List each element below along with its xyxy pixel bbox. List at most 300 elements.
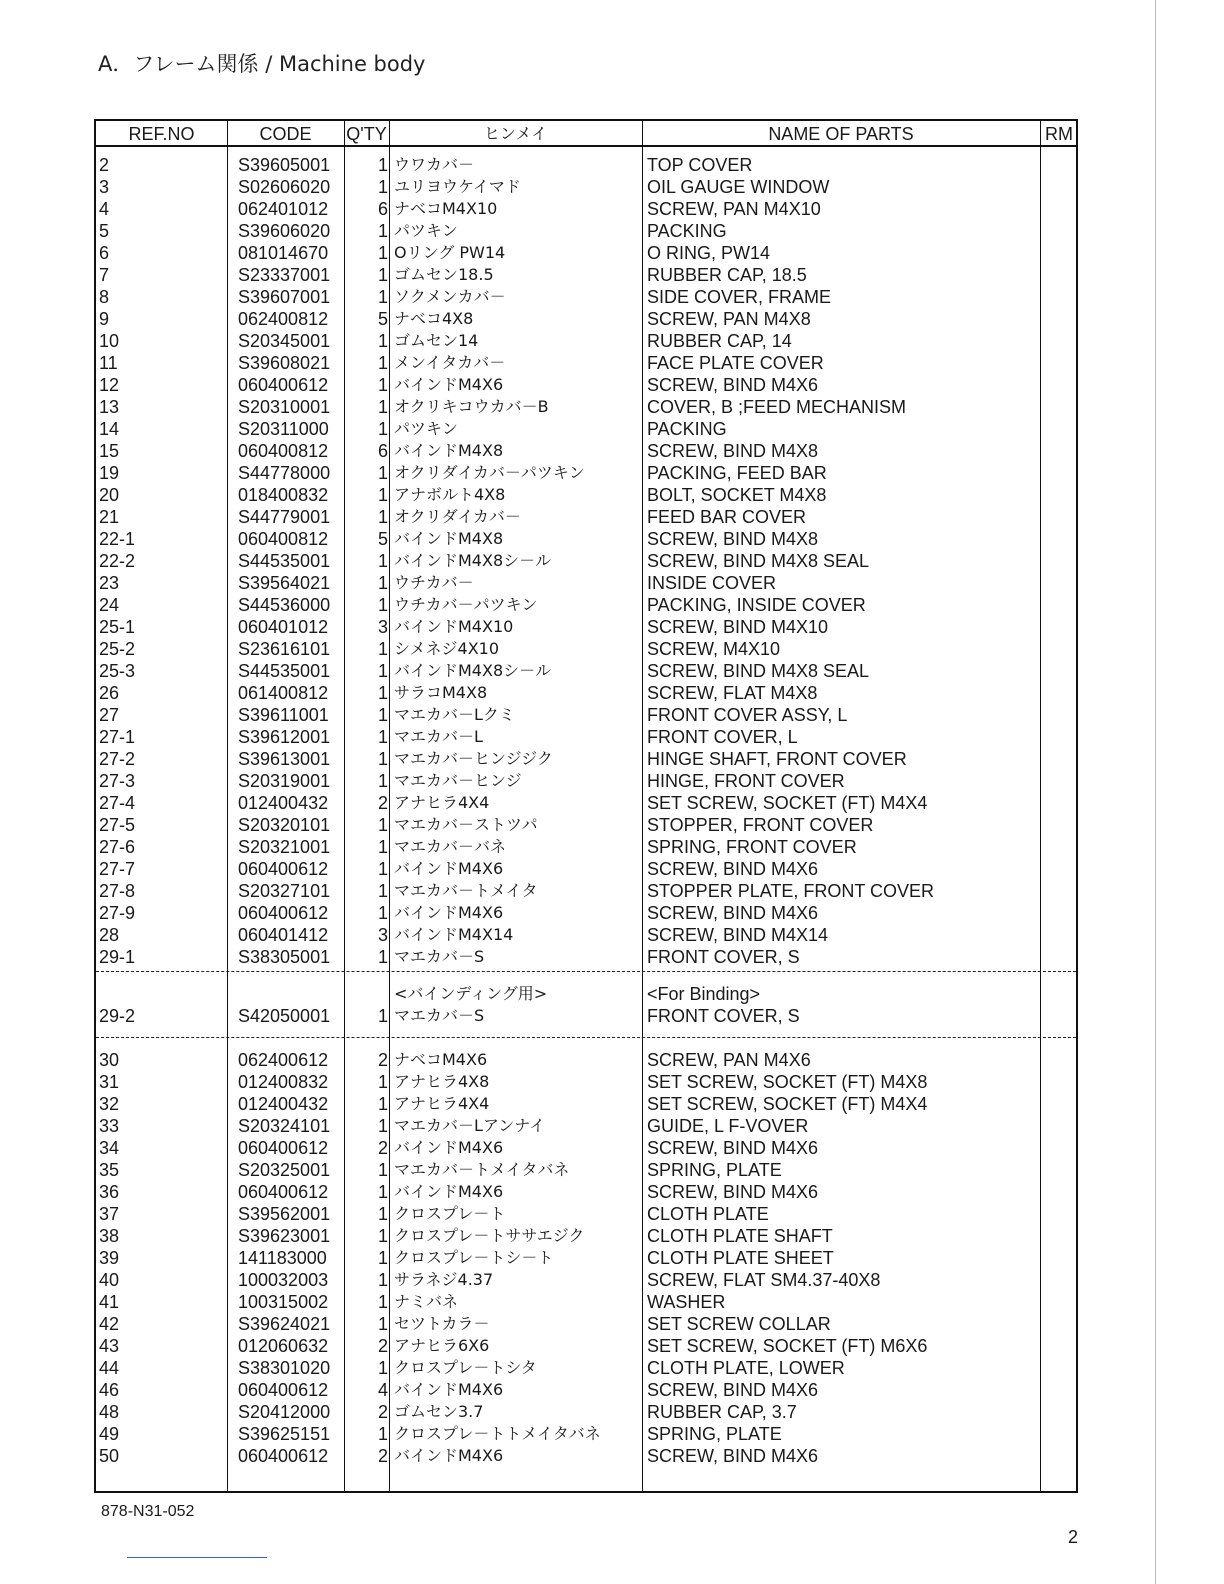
part-code: S39606020	[238, 221, 331, 241]
kana-name: マエカバ－トメイタバネ	[394, 1160, 570, 1179]
quantity: 1	[377, 1226, 388, 1246]
ref-no: 19	[99, 463, 120, 483]
part-name: SET SCREW, SOCKET (FT) M6X6	[647, 1336, 928, 1356]
quantity: 1	[377, 155, 388, 175]
ref-no: 36	[99, 1182, 120, 1202]
quantity: 1	[377, 815, 388, 835]
page-title: A．フレーム関係 / Machine body	[98, 52, 426, 76]
page-edge-rule	[1155, 0, 1156, 1584]
part-name: SCREW, BIND M4X8	[647, 529, 819, 549]
ref-no: 33	[99, 1116, 120, 1136]
table-row	[96, 330, 1076, 352]
quantity: 1	[377, 661, 388, 681]
table-row	[96, 704, 1076, 726]
kana-name: パツキン	[394, 419, 458, 438]
ref-no: 29-1	[99, 947, 136, 967]
kana-name: ウチカバ－パツキン	[394, 595, 538, 614]
part-code: S39564021	[238, 573, 331, 593]
table-row	[96, 1049, 1076, 1071]
part-name: SET SCREW, SOCKET (FT) M4X8	[647, 1072, 928, 1092]
part-name: CLOTH PLATE, LOWER	[647, 1358, 845, 1378]
part-name: SCREW, PAN M4X6	[647, 1050, 811, 1070]
kana-name: バインドM4X6	[394, 1446, 504, 1465]
ref-no: 25-3	[99, 661, 136, 681]
header-qty: Q'TY	[346, 124, 387, 144]
document-number: 878-N31-052	[101, 1503, 195, 1520]
part-name: SCREW, BIND M4X6	[647, 859, 819, 879]
kana-name: クロスプレ－トトメイタバネ	[394, 1424, 601, 1443]
ref-no: 35	[99, 1160, 120, 1180]
part-name: SCREW, FLAT SM4.37-40X8	[647, 1270, 881, 1290]
part-code: S20310001	[238, 397, 331, 417]
quantity: 1	[377, 1006, 388, 1026]
part-code: 060400612	[238, 1182, 329, 1202]
ref-no: 10	[99, 331, 120, 351]
ref-no: 40	[99, 1270, 120, 1290]
table-row	[96, 814, 1076, 836]
part-code: S02606020	[238, 177, 331, 197]
quantity: 1	[377, 1314, 388, 1334]
part-code: 012400432	[238, 793, 329, 813]
part-code: S39625151	[238, 1424, 331, 1444]
part-code: S23337001	[238, 265, 331, 285]
kana-name: マエカバ－トメイタ	[394, 881, 538, 900]
kana-name: オクリキコウカバ－B	[394, 397, 549, 416]
quantity: 1	[377, 1292, 388, 1312]
table-row	[96, 352, 1076, 374]
table-row	[96, 1181, 1076, 1203]
kana-name: マエカバ－ヒンジ	[394, 771, 522, 790]
part-name: SCREW, BIND M4X6	[647, 1138, 819, 1158]
kana-name: アナヒラ4X4	[394, 793, 490, 812]
kana-name: クロスプレ－トササエジク	[394, 1226, 585, 1245]
table-row	[96, 176, 1076, 198]
parts-table	[94, 119, 1078, 1493]
kana-name: ウワカバ－	[394, 155, 475, 174]
table-row	[96, 528, 1076, 550]
quantity: 1	[377, 1358, 388, 1378]
quantity: 4	[377, 1380, 388, 1400]
table-row	[96, 572, 1076, 594]
ref-no: 12	[99, 375, 120, 395]
ref-no: 32	[99, 1094, 120, 1114]
quantity: 6	[377, 199, 388, 219]
ref-no: 24	[99, 595, 120, 615]
kana-name: アナボルト4X8	[394, 485, 506, 504]
part-code: 061400812	[238, 683, 329, 703]
table-row	[96, 594, 1076, 616]
part-name: O RING, PW14	[647, 243, 771, 263]
quantity: 1	[377, 551, 388, 571]
kana-name: マエカバ－バネ	[394, 837, 507, 856]
part-code: 141183000	[238, 1248, 327, 1268]
part-code: S39605001	[238, 155, 331, 175]
ref-no: 39	[99, 1248, 120, 1268]
part-code: 060400612	[238, 859, 329, 879]
table-row	[96, 836, 1076, 858]
part-name: OIL GAUGE WINDOW	[647, 177, 830, 197]
table-row	[96, 880, 1076, 902]
part-code: S39623001	[238, 1226, 331, 1246]
table-row	[96, 1115, 1076, 1137]
quantity: 1	[377, 903, 388, 923]
part-name: PACKING, FEED BAR	[647, 463, 827, 483]
quantity: 1	[377, 1094, 388, 1114]
ref-no: 42	[99, 1314, 120, 1334]
ref-no: 31	[99, 1072, 120, 1092]
kana-name: バインドM4X6	[394, 375, 504, 394]
kana-name: マエカバ－ストツパ	[394, 815, 538, 834]
part-code: S42050001	[238, 1006, 331, 1026]
ref-no: 28	[99, 925, 120, 945]
part-name: SCREW, BIND M4X14	[647, 925, 829, 945]
part-code: S44779001	[238, 507, 331, 527]
part-code: S20325001	[238, 1160, 331, 1180]
quantity: 1	[377, 881, 388, 901]
part-code: 060400812	[238, 441, 329, 461]
ref-no: 27-9	[99, 903, 136, 923]
kana-name: アナヒラ4X4	[394, 1094, 490, 1113]
ref-no: 27-8	[99, 881, 136, 901]
ref-no: 6	[99, 243, 110, 263]
table-row	[96, 792, 1076, 814]
header-name-of-parts: NAME OF PARTS	[768, 124, 914, 144]
quantity: 1	[377, 749, 388, 769]
header-ref-no: REF.NO	[128, 124, 195, 144]
table-row	[96, 264, 1076, 286]
ref-no: 30	[99, 1050, 120, 1070]
kana-name: メンイタカバ－	[394, 353, 506, 372]
kana-name: サラネジ4.37	[394, 1270, 494, 1289]
ref-no: 27-1	[99, 727, 136, 747]
part-name: SCREW, PAN M4X10	[647, 199, 821, 219]
kana-name: バインドM4X14	[394, 925, 514, 944]
part-code: S20321001	[238, 837, 331, 857]
part-code: 060400612	[238, 1446, 329, 1466]
table-row	[96, 946, 1076, 968]
page-number: 2	[1068, 1527, 1079, 1547]
ref-no: 21	[99, 507, 120, 527]
part-name: HINGE, FRONT COVER	[647, 771, 845, 791]
part-code: S39562001	[238, 1204, 331, 1224]
kana-name: バインドM4X8	[394, 529, 504, 548]
ref-no: 29-2	[99, 1006, 136, 1026]
part-code: 062400612	[238, 1050, 329, 1070]
table-row	[96, 770, 1076, 792]
ref-no: 27-5	[99, 815, 136, 835]
part-name: STOPPER, FRONT COVER	[647, 815, 874, 835]
ref-no: 27-3	[99, 771, 136, 791]
kana-name: Oリング PW14	[394, 243, 506, 262]
table-row	[96, 924, 1076, 946]
ref-no: 25-2	[99, 639, 136, 659]
part-name: SCREW, BIND M4X8	[647, 441, 819, 461]
ref-no: 26	[99, 683, 120, 703]
ref-no: 22-2	[99, 551, 136, 571]
kana-name: ウチカバ－	[394, 573, 474, 592]
part-name: TOP COVER	[647, 155, 753, 175]
part-name: SCREW, M4X10	[647, 639, 781, 659]
part-code: S38301020	[238, 1358, 331, 1378]
quantity: 2	[377, 1138, 388, 1158]
part-code: 060400812	[238, 529, 329, 549]
quantity: 2	[377, 1402, 388, 1422]
quantity: 1	[377, 243, 388, 263]
quantity: 1	[377, 375, 388, 395]
part-name: SCREW, PAN M4X8	[647, 309, 811, 329]
ref-no: 46	[99, 1380, 120, 1400]
quantity: 1	[377, 1248, 388, 1268]
quantity: 1	[377, 265, 388, 285]
kana-name: バインドM4X6	[394, 1182, 504, 1201]
kana-name: バインドM4X6	[394, 1380, 504, 1399]
ref-no: 15	[99, 441, 120, 461]
table-row	[96, 1313, 1076, 1335]
ref-no: 37	[99, 1204, 120, 1224]
part-name: FRONT COVER, L	[647, 727, 798, 747]
table-row	[96, 308, 1076, 330]
quantity: 1	[377, 221, 388, 241]
part-name: HINGE SHAFT, FRONT COVER	[647, 749, 907, 769]
kana-name: アナヒラ4X8	[394, 1072, 490, 1091]
kana-name: バインドM4X8シ－ル	[394, 661, 552, 680]
ref-no: 7	[99, 265, 110, 285]
table-row	[96, 1357, 1076, 1379]
ref-no: 5	[99, 221, 110, 241]
kana-name: マエカバ－Lクミ	[394, 705, 515, 724]
kana-name: バインドM4X10	[394, 617, 514, 636]
part-code: S39608021	[238, 353, 331, 373]
table-row	[96, 462, 1076, 484]
quantity: 1	[377, 1160, 388, 1180]
part-code: 062401012	[238, 199, 329, 219]
table-row	[96, 550, 1076, 572]
part-name: PACKING, INSIDE COVER	[647, 595, 866, 615]
ref-no: 43	[99, 1336, 120, 1356]
ref-no: 14	[99, 419, 120, 439]
kana-name: バインドM4X8シ－ル	[394, 551, 552, 570]
table-row	[96, 1379, 1076, 1401]
section-divider	[96, 971, 1076, 972]
binding-name-heading: <For Binding>	[647, 984, 761, 1004]
kana-name: ゴムセン14	[394, 331, 479, 350]
ref-no: 27-2	[99, 749, 136, 769]
table-row	[96, 1401, 1076, 1423]
part-name: SCREW, BIND M4X8 SEAL	[647, 661, 870, 681]
ref-no: 27-6	[99, 837, 136, 857]
ref-no: 34	[99, 1138, 120, 1158]
part-code: 060400612	[238, 903, 329, 923]
part-code: 100032003	[238, 1270, 329, 1290]
kana-name: ナミバネ	[394, 1292, 459, 1311]
ref-no: 2	[99, 155, 110, 175]
part-name: RUBBER CAP, 14	[647, 331, 792, 351]
part-code: S20412000	[238, 1402, 331, 1422]
quantity: 5	[377, 309, 388, 329]
kana-name: ナベコ4X8	[394, 309, 474, 328]
quantity: 3	[377, 925, 388, 945]
quantity: 1	[377, 1072, 388, 1092]
kana-name: バインドM4X6	[394, 1138, 504, 1157]
quantity: 5	[377, 529, 388, 549]
quantity: 1	[377, 1424, 388, 1444]
part-code: S39613001	[238, 749, 331, 769]
part-code: 060400612	[238, 1138, 329, 1158]
quantity: 1	[377, 595, 388, 615]
table-row	[96, 242, 1076, 264]
quantity: 1	[377, 331, 388, 351]
part-code: 012400432	[238, 1094, 329, 1114]
part-name: SET SCREW, SOCKET (FT) M4X4	[647, 793, 928, 813]
part-name: SIDE COVER, FRAME	[647, 287, 832, 307]
quantity: 3	[377, 617, 388, 637]
quantity: 1	[377, 573, 388, 593]
part-name: FEED BAR COVER	[647, 507, 807, 527]
part-name: SCREW, BIND M4X6	[647, 1182, 819, 1202]
table-row	[96, 1335, 1076, 1357]
part-code: 060401412	[238, 925, 329, 945]
table-row	[96, 1269, 1076, 1291]
part-code: S38305001	[238, 947, 331, 967]
footer-rule	[127, 1557, 267, 1558]
part-name: SET SCREW, SOCKET (FT) M4X4	[647, 1094, 928, 1114]
part-name: PACKING	[647, 221, 727, 241]
table-row	[96, 1291, 1076, 1313]
quantity: 2	[377, 793, 388, 813]
part-name: CLOTH PLATE SHAFT	[647, 1226, 833, 1246]
section-divider	[96, 1037, 1076, 1038]
table-row	[96, 484, 1076, 506]
part-name: INSIDE COVER	[647, 573, 777, 593]
ref-no: 44	[99, 1358, 120, 1378]
ref-no: 25-1	[99, 617, 136, 637]
ref-no: 11	[99, 353, 118, 373]
table-row	[96, 220, 1076, 242]
part-code: 060400612	[238, 375, 329, 395]
quantity: 1	[377, 397, 388, 417]
table-row	[96, 1071, 1076, 1093]
part-code: 062400812	[238, 309, 329, 329]
header-kana-name: ヒンメイ	[483, 124, 548, 143]
part-name: CLOTH PLATE SHEET	[647, 1248, 834, 1268]
header-code: CODE	[259, 124, 312, 144]
table-row	[96, 616, 1076, 638]
part-code: S44536000	[238, 595, 331, 615]
kana-name: シメネジ4X10	[394, 639, 500, 658]
kana-name: ゴムセン18.5	[394, 265, 494, 284]
part-name: FRONT COVER ASSY, L	[647, 705, 848, 725]
part-name: SCREW, BIND M4X6	[647, 903, 819, 923]
quantity: 1	[377, 771, 388, 791]
ref-no: 22-1	[99, 529, 136, 549]
table-row	[96, 1225, 1076, 1247]
table-row	[96, 1203, 1076, 1225]
quantity: 1	[377, 639, 388, 659]
quantity: 1	[377, 1204, 388, 1224]
table-row	[96, 418, 1076, 440]
ref-no: 41	[99, 1292, 120, 1312]
ref-no: 9	[99, 309, 110, 329]
table-row	[96, 506, 1076, 528]
part-name: SPRING, FRONT COVER	[647, 837, 857, 857]
part-name: SCREW, FLAT M4X8	[647, 683, 818, 703]
quantity: 1	[377, 177, 388, 197]
part-name: SCREW, BIND M4X8 SEAL	[647, 551, 870, 571]
table-row	[96, 638, 1076, 660]
kana-name: マエカバ－L	[394, 727, 483, 746]
quantity: 1	[377, 419, 388, 439]
part-code: S39611001	[238, 705, 329, 725]
ref-no: 4	[99, 199, 110, 219]
ref-no: 23	[99, 573, 120, 593]
part-code: 100315002	[238, 1292, 329, 1312]
kana-name: クロスプレ－トシ－ト	[394, 1248, 554, 1267]
part-code: S20319001	[238, 771, 331, 791]
part-name: FACE PLATE COVER	[647, 353, 824, 373]
part-name: SCREW, BIND M4X6	[647, 375, 819, 395]
part-code: 060401012	[238, 617, 329, 637]
quantity: 1	[377, 507, 388, 527]
part-name: COVER, B ;FEED MECHANISM	[647, 397, 907, 417]
quantity: 2	[377, 1050, 388, 1070]
ref-no: 48	[99, 1402, 120, 1422]
table-row	[96, 374, 1076, 396]
part-code: S23616101	[238, 639, 331, 659]
part-name: CLOTH PLATE	[647, 1204, 769, 1224]
kana-name: セツトカラ－	[394, 1314, 490, 1333]
binding-heading-row	[96, 983, 1076, 1005]
table-row	[96, 198, 1076, 220]
quantity: 1	[377, 683, 388, 703]
kana-name: ナベコM4X10	[394, 199, 498, 218]
part-code: S20311000	[238, 419, 329, 439]
ref-no: 8	[99, 287, 110, 307]
kana-name: アナヒラ6X6	[394, 1336, 490, 1355]
ref-no: 20	[99, 485, 120, 505]
kana-name: マエカバ－S	[394, 1006, 485, 1025]
binding-kana-heading: <バインディング用>	[394, 984, 548, 1003]
ref-no: 3	[99, 177, 110, 197]
kana-name: マエカバ－S	[394, 947, 485, 966]
kana-name: クロスプレ－トシタ	[394, 1358, 537, 1377]
quantity: 1	[377, 947, 388, 967]
kana-name: オクリダイカバ－パツキン	[394, 463, 585, 482]
kana-name: クロスプレ－ト	[394, 1204, 506, 1223]
part-name: WASHER	[647, 1292, 726, 1312]
table-row	[96, 660, 1076, 682]
part-code: S44535001	[238, 551, 331, 571]
kana-name: バインドM4X8	[394, 441, 504, 460]
ref-no: 27-7	[99, 859, 136, 879]
table-row	[96, 858, 1076, 880]
table-row	[96, 1445, 1076, 1467]
part-code: 081014670	[238, 243, 329, 263]
kana-name: パツキン	[394, 221, 458, 240]
part-code: 012060632	[238, 1336, 329, 1356]
ref-no: 27	[99, 705, 120, 725]
table-row	[96, 1137, 1076, 1159]
table-header	[96, 121, 1076, 147]
quantity: 1	[377, 705, 388, 725]
quantity: 1	[377, 353, 388, 373]
table-row	[96, 1159, 1076, 1181]
kana-name: マエカバ－Lアンナイ	[394, 1116, 546, 1135]
quantity: 1	[377, 1116, 388, 1136]
part-name: STOPPER PLATE, FRONT COVER	[647, 881, 935, 901]
kana-name: ゴムセン3.7	[394, 1402, 484, 1421]
part-name: SCREW, BIND M4X6	[647, 1446, 819, 1466]
table-row	[96, 726, 1076, 748]
